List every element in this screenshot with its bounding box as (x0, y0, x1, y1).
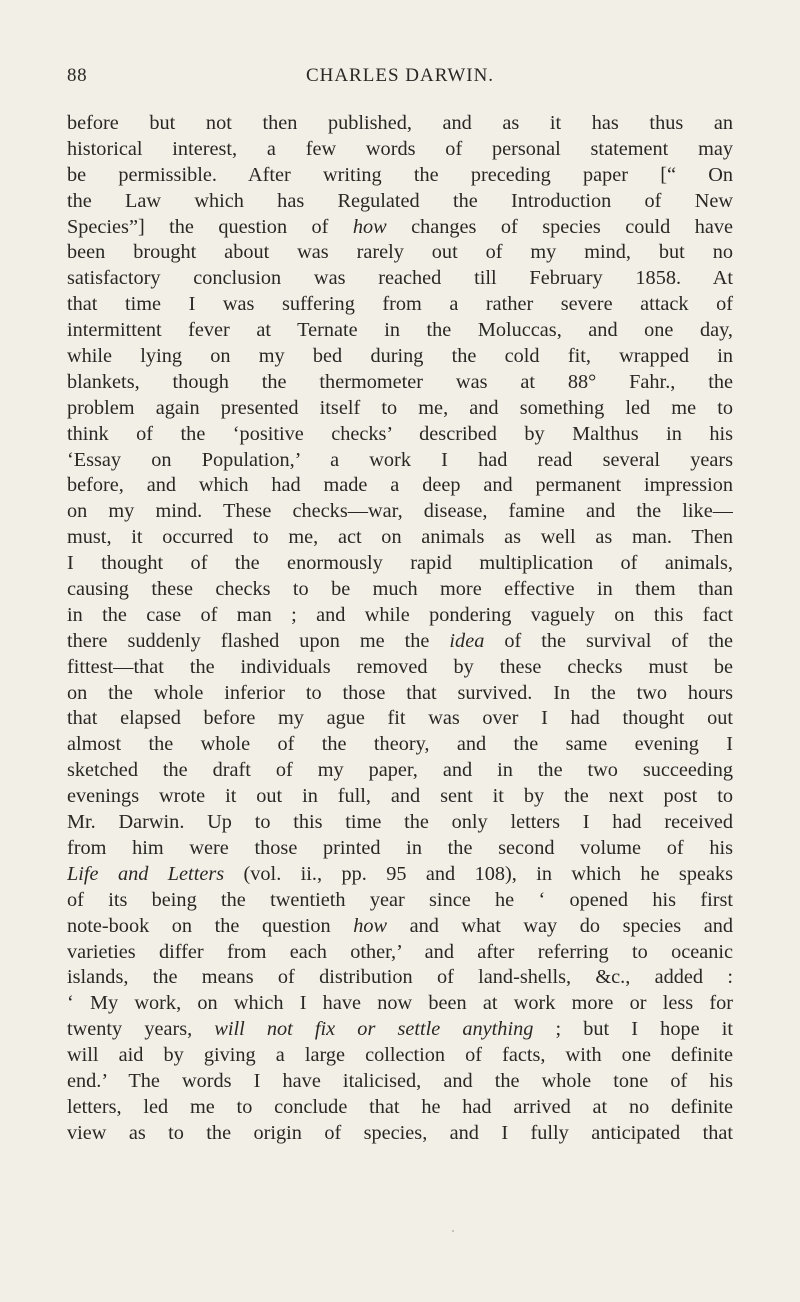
text-line: be permissible. After writing the preceding paper [“ On (67, 163, 733, 186)
text-line: intermittent fever at Ternate in the Moluccas, and one day, (67, 319, 733, 342)
text-line: evenings wrote it out in full, and sent it by the next post to (67, 785, 733, 808)
text-line: islands, the means of distribution of land-shells, &c., added : (67, 966, 733, 989)
text-line: that elapsed before my ague fit was over I had thought out (67, 707, 733, 730)
text-line: the Law which has Regulated the Introduction of New (67, 189, 733, 212)
text-line: in the case of man ; and while pondering vaguely on this fact (67, 603, 733, 626)
text-line: end.’ The words I have italicised, and the whole tone of his (67, 1069, 733, 1092)
text-line: will aid by giving a large collection of facts, with one definite (67, 1044, 733, 1067)
text-line: almost the whole of the theory, and the same evening I (67, 733, 733, 756)
text-line: on the whole inferior to those that survived. In the two hours (67, 681, 733, 704)
text-line: blankets, though the thermometer was at 88° Fahr., the (67, 370, 733, 393)
text-line: there suddenly flashed upon me the idea of the survival of the (67, 629, 733, 652)
body-paragraph (67, 111, 733, 1147)
text-line: satisfactory conclusion was reached till February 1858. At (67, 267, 733, 290)
text-line: Life and Letters (vol. ii., pp. 95 and 108), in which he speaks (67, 862, 733, 885)
text-line: causing these checks to be much more effective in them than (67, 578, 733, 601)
text-line: think of the ‘positive checks’ described by Malthus in his (67, 422, 733, 445)
text-line: on my mind. These checks—war, disease, famine and the like— (67, 500, 733, 523)
text-line: of its being the twentieth year since he ‘ opened his first (67, 888, 733, 911)
text-line: before but not then published, and as it has thus an (67, 112, 733, 134)
text-line: before, and which had made a deep and permanent impression (67, 474, 733, 497)
text-line: fittest—that the individuals removed by these checks must be (67, 655, 733, 678)
text-line: historical interest, a few words of personal statement may (67, 137, 733, 160)
text-line: been brought about was rarely out of my mind, but no (67, 241, 733, 264)
text-line: I thought of the enormously rapid multiplication of animals, (67, 552, 733, 575)
text-line: view as to the origin of species, and I fully anticipated that (67, 1121, 733, 1144)
text-line: while lying on my bed during the cold fit, wrapped in (67, 345, 733, 368)
page-number: 88 (67, 65, 88, 86)
text-line: that time I was suffering from a rather severe attack of (67, 293, 733, 316)
text-line: twenty years, will not fix or settle anything ; but I hope it (67, 1018, 733, 1041)
text-line: note-book on the question how and what way do species and (67, 914, 733, 937)
text-line: ‘ My work, on which I have now been at work more or less for (67, 992, 733, 1015)
text-line: problem again presented itself to me, and something led me to (67, 396, 733, 419)
text-line: Mr. Darwin. Up to this time the only letters I had received (67, 811, 733, 834)
running-head-title: CHARLES DARWIN. (305, 65, 495, 86)
text-line: Species”] the question of how changes of species could have (67, 215, 733, 238)
running-head (67, 65, 733, 93)
text-line: must, it occurred to me, act on animals as well as man. Then (67, 526, 733, 549)
print-speck (452, 1230, 454, 1232)
text-line: letters, led me to conclude that he had arrived at no definite (67, 1095, 733, 1118)
text-line: from him were those printed in the second volume of his (67, 836, 733, 859)
text-line: sketched the draft of my paper, and in the two succeeding (67, 759, 733, 782)
text-line: ‘Essay on Population,’ a work I had read several years (67, 448, 733, 471)
text-line: varieties differ from each other,’ and after referring to oceanic (67, 940, 733, 963)
